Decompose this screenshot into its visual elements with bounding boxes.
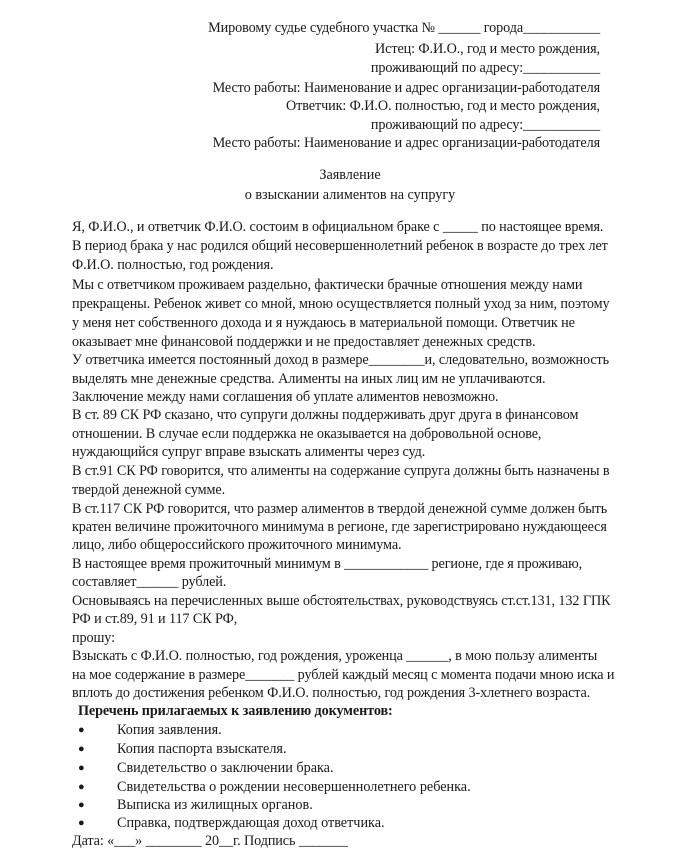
body-line: у меня нет собственного дохода и я нуждаюсь в материальной помощи. Ответчик не <box>72 315 575 331</box>
header-line-plaintiff-work: Место работы: Наименование и адрес организации-работодателя <box>212 80 600 96</box>
list-item <box>78 721 222 739</box>
body-line: Мы с ответчиком проживаем раздельно, фактически брачные отношения между нами <box>72 277 583 293</box>
body-line: лицо, либо общероссийского прожиточного минимума. <box>72 537 402 553</box>
body-line-request: прошу: <box>72 630 115 646</box>
body-line: РФ и ст.89, 91 и 117 СК РФ, <box>72 611 238 627</box>
list-item-label: Свидетельство о заключении брака. <box>117 760 334 776</box>
list-item <box>78 796 313 814</box>
list-item-label: Копия заявления. <box>117 722 222 738</box>
body-line: Я, Ф.И.О., и ответчик Ф.И.О. состоим в официальном браке с _____ по настоящее время. <box>72 219 604 235</box>
body-line: В ст.91 СК РФ говорится, что алименты на содержание супруга должны быть назначены в <box>72 463 610 479</box>
date-signature-line: Дата: «___» ________ 20__г. Подпись _______ <box>72 833 348 849</box>
body-line: В период брака у нас родился общий несовершеннолетний ребенок в возрасте до трех лет <box>72 238 608 254</box>
body-line: на мое содержание в размере_______ рублей каждый месяц с момента подачи мною иска и <box>72 667 615 683</box>
bullet-icon: ● <box>78 781 85 793</box>
body-line: твердой денежной сумме. <box>72 482 226 498</box>
body-line: выделять мне денежные средства. Алименты на иных лиц им не уплачиваются. <box>72 371 546 387</box>
body-line: У ответчика имеется постоянный доход в размере________и, следовательно, возможность <box>72 352 610 368</box>
body-line: отношении. В случае если поддержка не оказывается на добровольной основе, <box>72 426 542 442</box>
list-item-label: Копия паспорта взыскателя. <box>117 741 287 757</box>
header-line-defendant-address: проживающий по адресу:___________ <box>370 117 600 133</box>
bullet-icon: ● <box>78 724 85 736</box>
body-line: Взыскать с Ф.И.О. полностью, год рождения, уроженца ______, в мою пользу алименты <box>72 648 598 664</box>
bullet-icon: ● <box>78 799 85 811</box>
list-item-label: Справка, подтверждающая доход ответчика. <box>117 815 385 831</box>
bullet-icon: ● <box>78 743 85 755</box>
body-line: Заключение между нами соглашения об уплате алиментов невозможно. <box>72 389 499 405</box>
list-item-label: Выписка из жилищных органов. <box>117 797 313 813</box>
body-line: В ст. 89 СК РФ сказано, что супруги должны поддерживать друг друга в финансовом <box>72 407 579 423</box>
document-subtitle: о взыскании алиментов на супругу <box>244 187 456 203</box>
body-line: Основываясь на перечисленных выше обстоятельствах, руководствуясь ст.ст.131, 132 ГПК <box>72 593 611 609</box>
attachments-heading: Перечень прилагаемых к заявлению документов: <box>78 703 393 719</box>
header-line-plaintiff-address: проживающий по адресу:___________ <box>370 60 600 76</box>
list-item <box>78 740 287 758</box>
body-line: кратен величине прожиточного минимума в регионе, где зарегистрировано нуждающееся <box>72 519 607 535</box>
list-item-label: Свидетельства о рождении несовершеннолетнего ребенка. <box>117 779 471 795</box>
header-line-plaintiff: Истец: Ф.И.О., год и место рождения, <box>375 41 600 57</box>
bullet-icon: ● <box>78 762 85 774</box>
body-line: В ст.117 СК РФ говорится, что размер алиментов в твердой денежной сумме должен быть <box>72 501 608 517</box>
body-line: В настоящее время прожиточный минимум в ____________ регионе, где я проживаю, <box>72 556 583 572</box>
document-title: Заявление <box>319 167 381 183</box>
body-line: вплоть до достижения ребенком Ф.И.О. полностью, год рождения 3-хлетнего возраста. <box>72 685 591 701</box>
body-line: Ф.И.О. полностью, год рождения. <box>72 257 274 273</box>
body-line: оказывает мне финансовой поддержки и не предоставляет денежных средств. <box>72 334 536 350</box>
header-line-defendant: Ответчик: Ф.И.О. полностью, год и место рождения, <box>286 98 600 114</box>
list-item <box>78 778 471 796</box>
list-item <box>78 759 334 777</box>
body-line: прекращены. Ребенок живет со мной, мною осуществляется полный уход за ним, поэтому <box>72 296 610 312</box>
bullet-icon: ● <box>78 817 85 829</box>
header-line-defendant-work: Место работы: Наименование и адрес организации-работодателя <box>212 135 600 151</box>
header-line-court: Мировому судье судебного участка № ______ города___________ <box>208 20 600 36</box>
body-line: нуждающийся супруг вправе взыскать алименты через суд. <box>72 444 426 460</box>
list-item <box>78 814 385 832</box>
body-line: составляет______ рублей. <box>72 574 227 590</box>
